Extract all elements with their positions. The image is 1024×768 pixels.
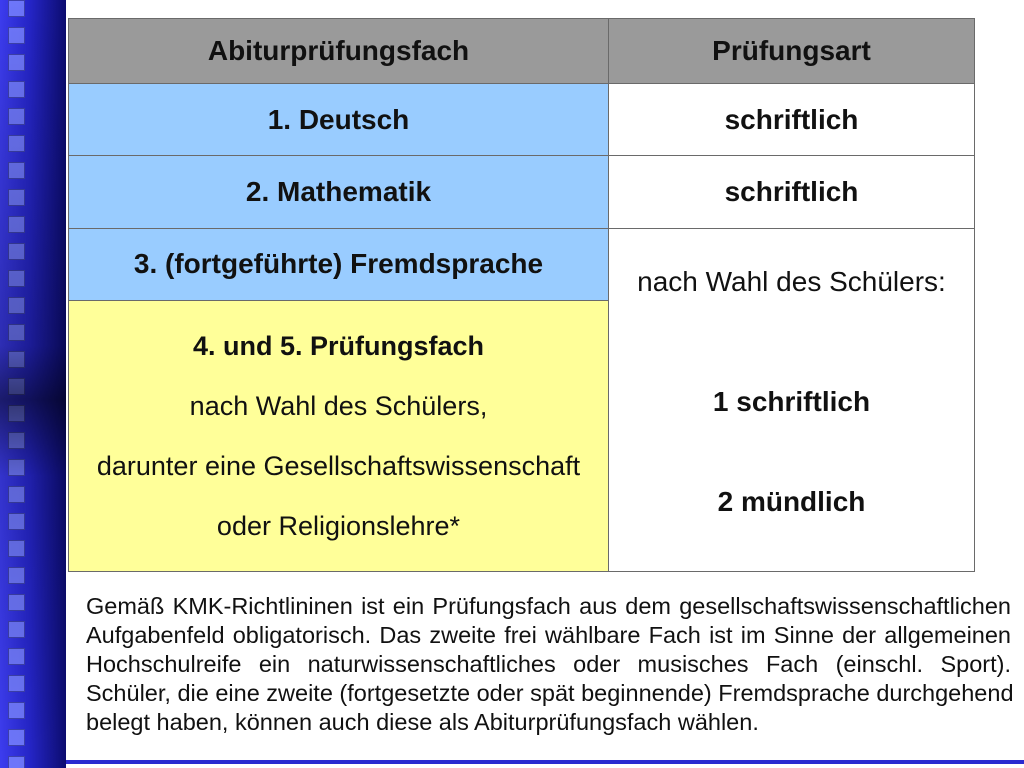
exam-type-cell: schriftlich	[609, 84, 975, 156]
decorative-side-strip	[0, 0, 66, 768]
table-row	[69, 156, 975, 228]
footnote-line: Hochschulreife ein naturwissenschaftliches oder musisches Fach (einschl. Sport).	[86, 651, 1011, 677]
table-header-row	[69, 19, 975, 84]
header-exam-type: Prüfungsart	[609, 19, 975, 84]
footnote-text	[86, 592, 1014, 737]
elective-subject-cell	[69, 300, 609, 571]
subject-cell: 3. (fortgeführte) Fremdsprache	[69, 228, 609, 300]
exam-subject-table	[68, 18, 975, 572]
table-row	[69, 228, 975, 300]
subject-cell: 2. Mathematik	[69, 156, 609, 228]
choice-written: 1 schriftlich	[712, 385, 871, 417]
table-row	[69, 84, 975, 156]
bottom-divider	[66, 760, 1024, 764]
header-subject: Abiturprüfungsfach	[69, 19, 609, 84]
choice-oral: 2 mündlich	[717, 485, 866, 517]
footnote-line: Gemäß KMK-Richtlininen ist ein Prüfungsfach aus dem gesellschaftswissenschaftlichen	[86, 593, 1011, 619]
elective-line: darunter eine Gesellschaftswissenschaft	[96, 450, 581, 481]
footnote-line: Aufgabenfeld obligatorisch. Das zweite frei wählbare Fach ist im Sinne der allgemeinen	[86, 622, 1011, 648]
choice-cell	[609, 228, 975, 571]
exam-type-cell: schriftlich	[609, 156, 975, 228]
elective-title: 4. und 5. Prüfungsfach	[192, 330, 485, 361]
elective-line: nach Wahl des Schülers,	[189, 390, 488, 421]
elective-line: oder Religionslehre*	[216, 510, 461, 541]
footnote-line: belegt haben, können auch diese als Abiturprüfungsfach wählen.	[86, 709, 759, 735]
choice-intro: nach Wahl des Schülers:	[637, 265, 946, 297]
subject-cell: 1. Deutsch	[69, 84, 609, 156]
footnote-line: Schüler, die eine zweite (fortgesetzte oder spät beginnende) Fremdsprache durchgehend	[86, 680, 1014, 706]
